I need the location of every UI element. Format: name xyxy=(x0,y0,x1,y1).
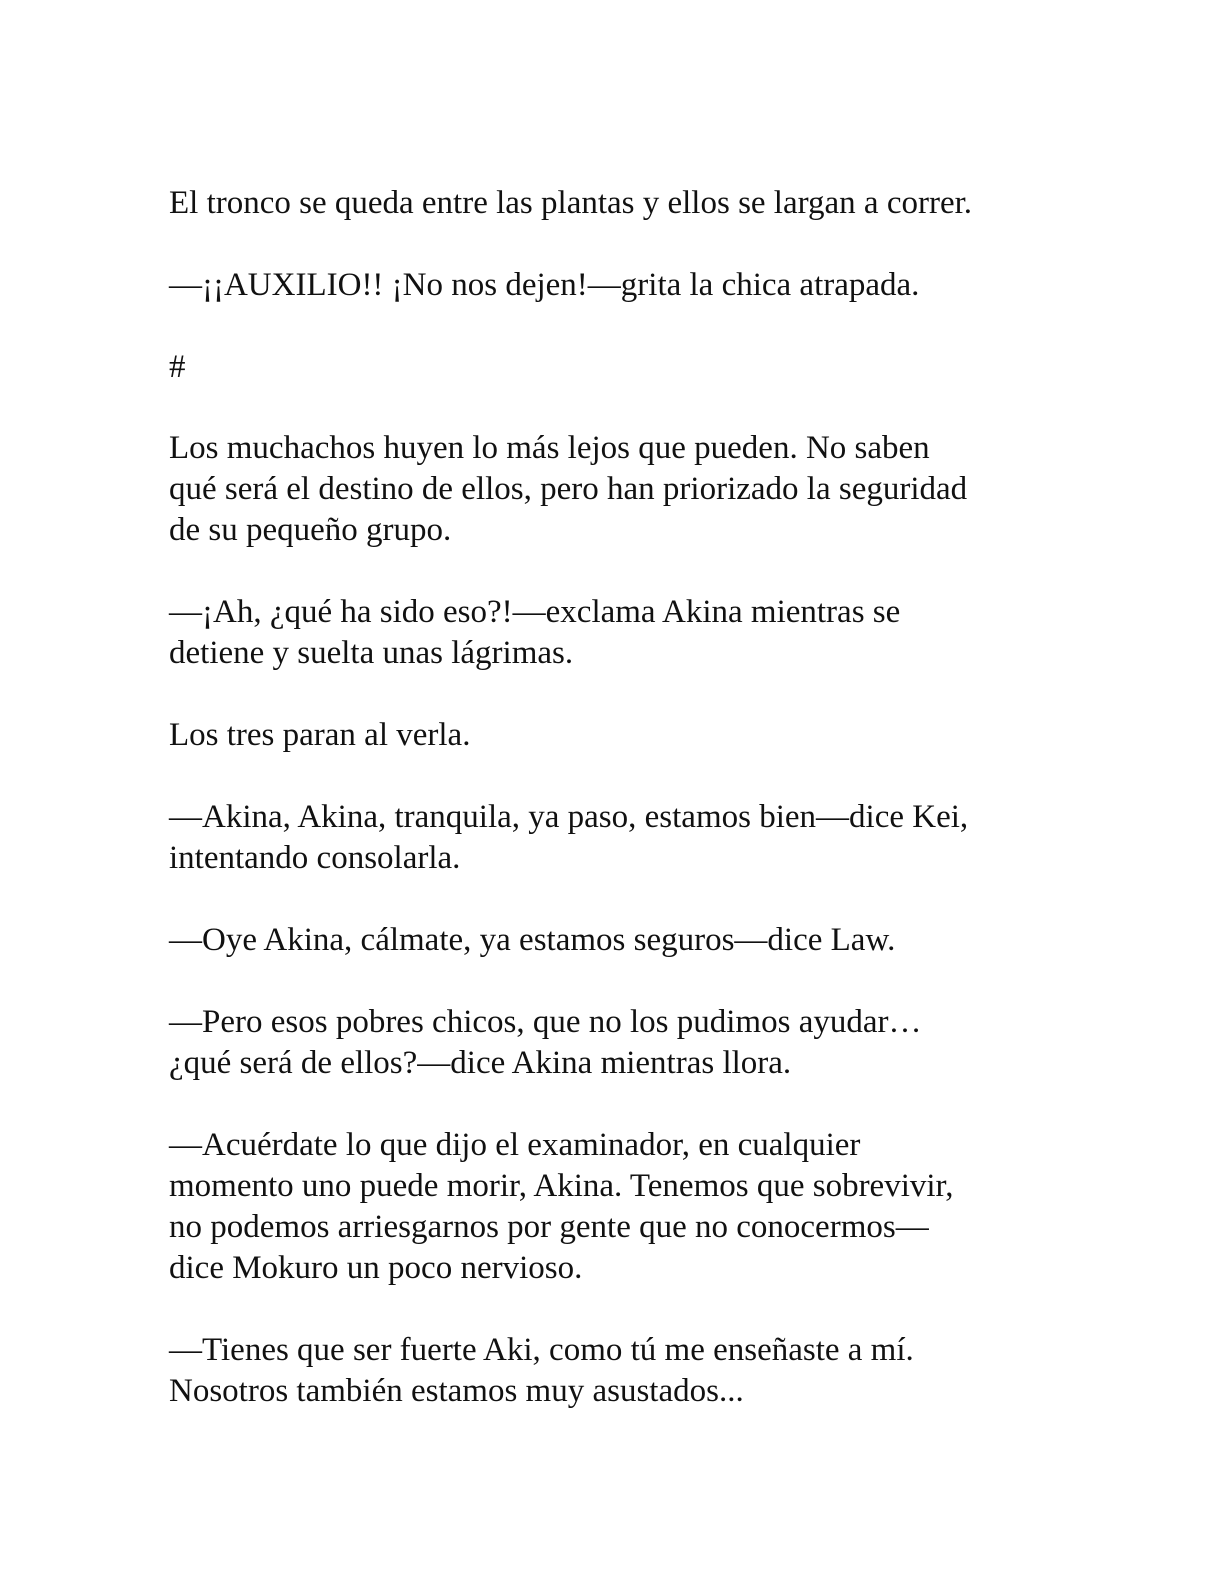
paragraph-5: Los tres paran al verla. xyxy=(169,717,471,753)
paragraph-1: El tronco se queda entre las plantas y ellos se largan a correr. xyxy=(169,185,973,221)
paragraph-3: Los muchachos huyen lo más lejos que pueden. No saben qué será el destino de ellos, pero han priorizado la seguridad de su pequeño grupo. xyxy=(169,430,968,548)
paragraph-8: —Pero esos pobres chicos, que no los pudimos ayudar… ¿qué será de ellos?—dice Akina mientras llora. xyxy=(169,1004,922,1081)
paragraph-7: —Oye Akina, cálmate, ya estamos seguros—dice Law. xyxy=(169,922,896,958)
scene-break: # xyxy=(169,349,186,385)
paragraph-10: —Tienes que ser fuerte Aki, como tú me enseñaste a mí. Nosotros también estamos muy asustados... xyxy=(169,1332,914,1409)
paragraph-9: —Acuérdate lo que dijo el examinador, en cualquier momento uno puede morir, Akina. Tenemos que sobrevivir, no podemos arriesgarnos por gente que no conocermos— dice Mokuro un poco nervioso. xyxy=(169,1127,954,1286)
paragraph-4: —¡Ah, ¿qué ha sido eso?!—exclama Akina mientras se detiene y suelta unas lágrimas. xyxy=(169,594,901,671)
paragraph-2: —¡¡AUXILIO!! ¡No nos dejen!—grita la chica atrapada. xyxy=(169,267,920,303)
paragraph-6: —Akina, Akina, tranquila, ya paso, estamos bien—dice Kei, intentando consolarla. xyxy=(169,799,969,876)
